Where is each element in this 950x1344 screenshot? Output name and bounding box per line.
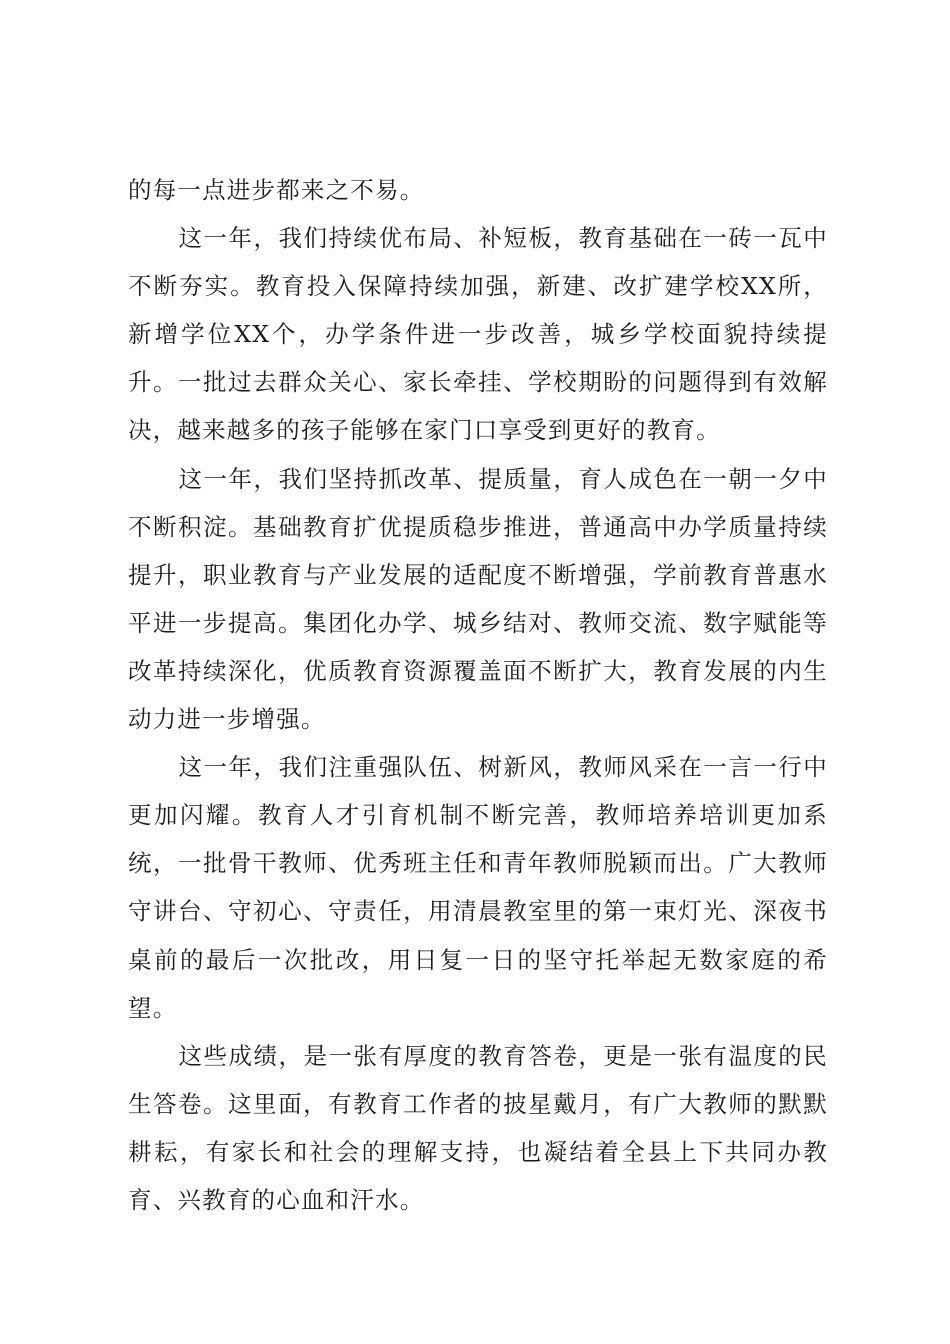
paragraph-reform: 这一年，我们坚持抓改革、提质量，育人成色在一朝一夕中不断积淀。基础教育扩优提质稳步推进，普通高中办学质量持续提升，职业教育与产业发展的适配度不断增强，学前教育普惠水平进一步提高。集团化办学、城乡结对、教师交流、数字赋能等改革持续深化，优质教育资源覆盖面不断扩大，教育发展的内生动力进一步增强。 <box>128 464 828 734</box>
paragraph-summary: 这些成绩，是一张有厚度的教育答卷，更是一张有温度的民生答卷。这里面，有教育工作者的披星戴月，有广大教师的默默耕耘，有家长和社会的理解支持，也凝结着全县上下共同办教育、兴教育的心血和汗水。 <box>128 1041 828 1214</box>
paragraph-continuation: 的每一点进步都来之不易。 <box>128 176 425 204</box>
document-body <box>128 166 828 1224</box>
paragraph-teachers: 这一年，我们注重强队伍、树新风，教师风采在一言一行中更加闪耀。教育人才引育机制不断完善，教师培养培训更加系统，一批骨干教师、优秀班主任和青年教师脱颖而出。广大教师守讲台、守初心、守责任，用清晨教室里的第一束灯光、深夜书桌前的最后一次批改，用日复一日的坚守托举起无数家庭的希望。 <box>128 753 828 1022</box>
paragraph-infrastructure: 这一年，我们持续优布局、补短板，教育基础在一砖一瓦中不断夯实。教育投入保障持续加强，新建、改扩建学校XX所，新增学位XX个，办学条件进一步改善，城乡学校面貌持续提升。一批过去群众关心、家长牵挂、学校期盼的问题得到有效解决，越来越多的孩子能够在家门口享受到更好的教育。 <box>128 224 828 445</box>
